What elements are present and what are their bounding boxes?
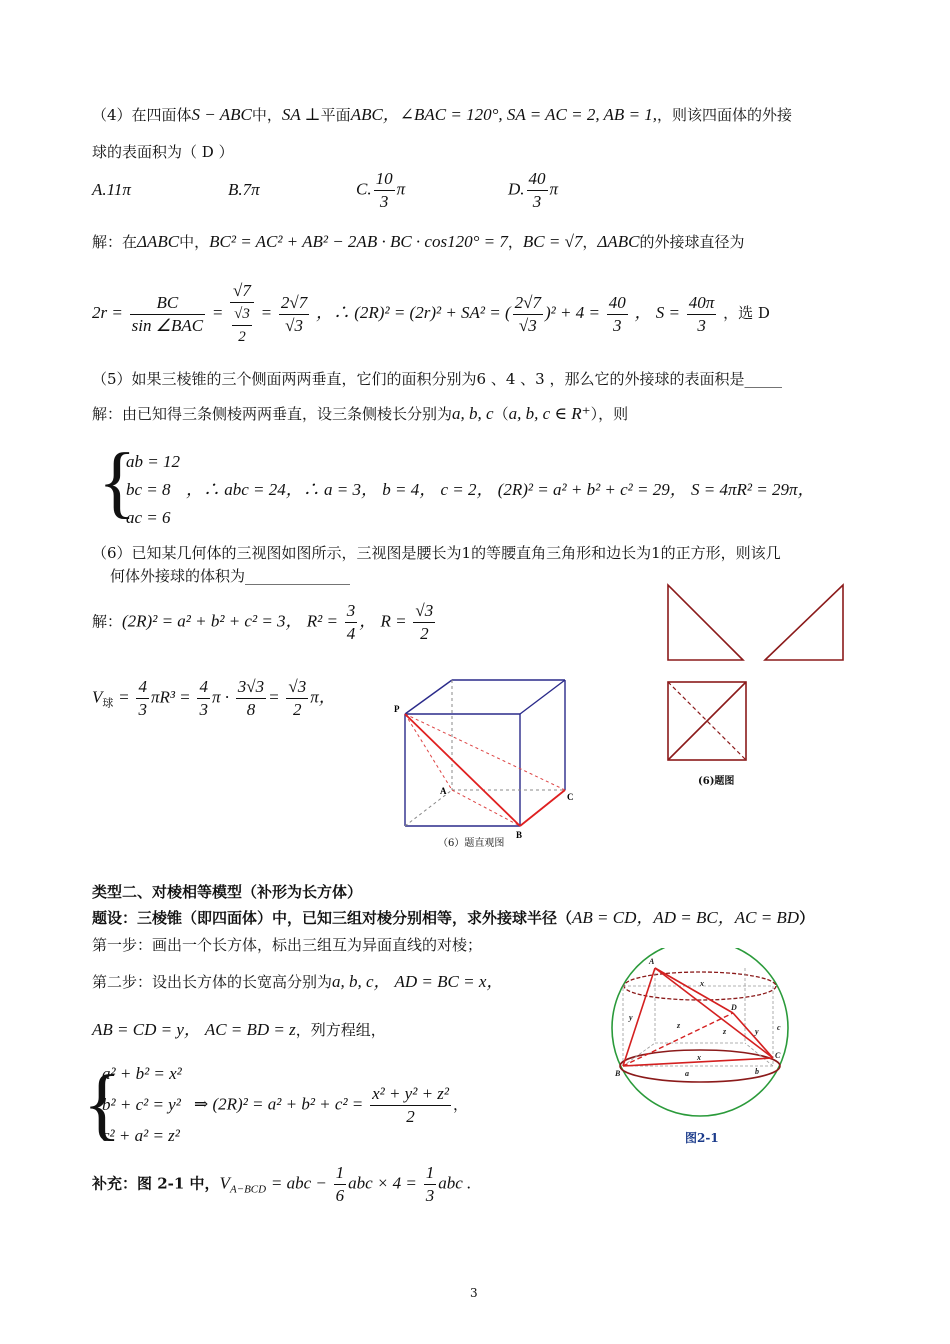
type2-step2-line2: AB = CD = y， AC = BD = z，列方程组， — [92, 1020, 386, 1039]
type2-step1: 第一步：画出一个长方体，标出三组互为异面直线的对棱； — [92, 936, 483, 954]
fig21-label-d: D — [731, 1003, 737, 1012]
type2-setup: 题设：三棱锥（即四面体）中，已知三组对棱分别相等，求外接球半径（AB = CD，AD = BC，AC = BD） — [92, 908, 815, 927]
q5-solution-line1: 解：由已知得三条侧棱两两垂直，设三条侧棱长分别为a, b, c（a, b, c ∈ R⁺），则 — [92, 404, 629, 423]
q6-cube-figure — [390, 672, 590, 857]
q6-label-b: B — [516, 830, 523, 840]
fig21-label-b: B — [615, 1069, 621, 1078]
q5-system-eq2: bc = 8 — [126, 480, 171, 499]
type2-supplement: 补充：图 2-1 中，$V_{A-BCD}$ = abc − $\frac{1}{6}$ abc × 4 = $\frac{1}{3}$ abc . — [92, 1163, 472, 1205]
q6-volume-equation: $V_球$ = $\frac{4}{3}$ πR³ = $\frac{4}{3}$ π · $\frac{3√3}{8}$ = $\frac{√3}{2}$ π， — [92, 677, 336, 719]
q6-three-views — [665, 582, 865, 767]
fig21-label-ec: c — [777, 1023, 781, 1032]
q6-label-c: C — [567, 792, 574, 802]
q4-option-c: C. $\frac{10}{3}$ π — [356, 169, 406, 211]
q4-stem: （4）在四面体S − ABC中，SA ⊥平面ABC，∠BAC = 120°, SA = AC = 2, AB = 1,，则该四面体的外接 — [92, 105, 793, 124]
q6-views-caption: (6)题图 — [698, 776, 735, 787]
q4-option-b: B.7π — [228, 180, 260, 199]
q6-label-a: A — [440, 786, 447, 796]
q4-solution-equation: 2r = $\frac{BC}{\text{sin ∠BAC}}$ = $\frac{√7}{\frac{√3}{2}}$ = $\frac{2√7}{√3}$ ，∴ (2R)² = (2r)² + SA² = ( $\frac{2√7}{√3}$ )² + 4 = $\frac{40}{3}$ ， S = $\frac{40\pi}{3}$ ，选 D — [92, 281, 770, 345]
fig21-label-ea: a — [685, 1069, 689, 1078]
fig21-label-y1: y — [629, 1013, 633, 1022]
fig21-label-c: C — [775, 1051, 781, 1060]
q6-label-p: P — [394, 704, 400, 714]
fig21-label-a: A — [649, 957, 655, 966]
q6-cube-caption: （6）题直观图 — [438, 838, 505, 849]
q4-solution-line1: 解：在ΔABC中，BC² = AC² + AB² − 2AB · BC · cos120° = 7，BC = √7，ΔABC的外接球直径为 — [92, 232, 745, 251]
q4-stem-line2: 球的表面积为（ D ） — [92, 143, 234, 161]
type2-system-result: ⇒ (2R)² = a² + b² + c² = $\frac{\text{x² + y² + z²}}{2}$ ， — [194, 1084, 469, 1126]
type2-system-eq1: a² + b² = x² — [102, 1064, 182, 1083]
type2-system-eq2: b² + c² = y² — [102, 1095, 181, 1114]
q5-result: ，∴ abc = 24，∴ a = 3， b = 4， c = 2， (2R)² = a² + b² + c² = 29， S = 4πR² = 29π， — [186, 480, 815, 499]
type2-system-eq3: c² + a² = z² — [102, 1126, 180, 1145]
fig21-label-eb: b — [755, 1067, 759, 1076]
q6-solution-line1: 解：(2R)² = a² + b² + c² = 3， R² = $\frac{3}{4}$ ， R = $\frac{√3}{2}$ — [92, 601, 434, 643]
type2-heading: 类型二、对棱相等模型（补形为长方体） — [92, 883, 363, 901]
q4-option-a: A.11π — [92, 180, 131, 199]
q4-option-d: D. $\frac{40}{3}$ π — [508, 169, 559, 211]
q5-system-brace: { — [98, 438, 137, 526]
q5-system-eq3: ac = 6 — [126, 508, 171, 527]
fig21-label-z2: z — [723, 1027, 727, 1036]
q5-stem: （5）如果三棱锥的三个侧面两两垂直，它们的面积分别为6 、4 、3 ，那么它的外接球的表面积是_____ — [92, 370, 782, 388]
figure-2-1 — [605, 948, 795, 1128]
fig21-label-z1: z — [677, 1021, 681, 1030]
fig21-label-x2: x — [697, 1053, 701, 1062]
fig21-label-x1: x — [700, 979, 704, 988]
figure-2-1-caption: 图2-1 — [685, 1131, 719, 1145]
q6-stem-line2: 何体外接球的体积为______________ — [110, 567, 351, 585]
q6-stem-line1: （6）已知某几何体的三视图如图所示，三视图是腰长为1的等腰直角三角形和边长为1的正方形，则该几 — [92, 544, 781, 562]
type2-step2: 第二步：设出长方体的长宽高分别为a, b, c， AD = BC = x， — [92, 972, 504, 991]
type2-system-brace: { — [83, 1060, 122, 1148]
q5-system-eq1: ab = 12 — [126, 452, 180, 471]
page-number: 3 — [470, 1286, 478, 1300]
fig21-label-y2: y — [755, 1027, 759, 1036]
